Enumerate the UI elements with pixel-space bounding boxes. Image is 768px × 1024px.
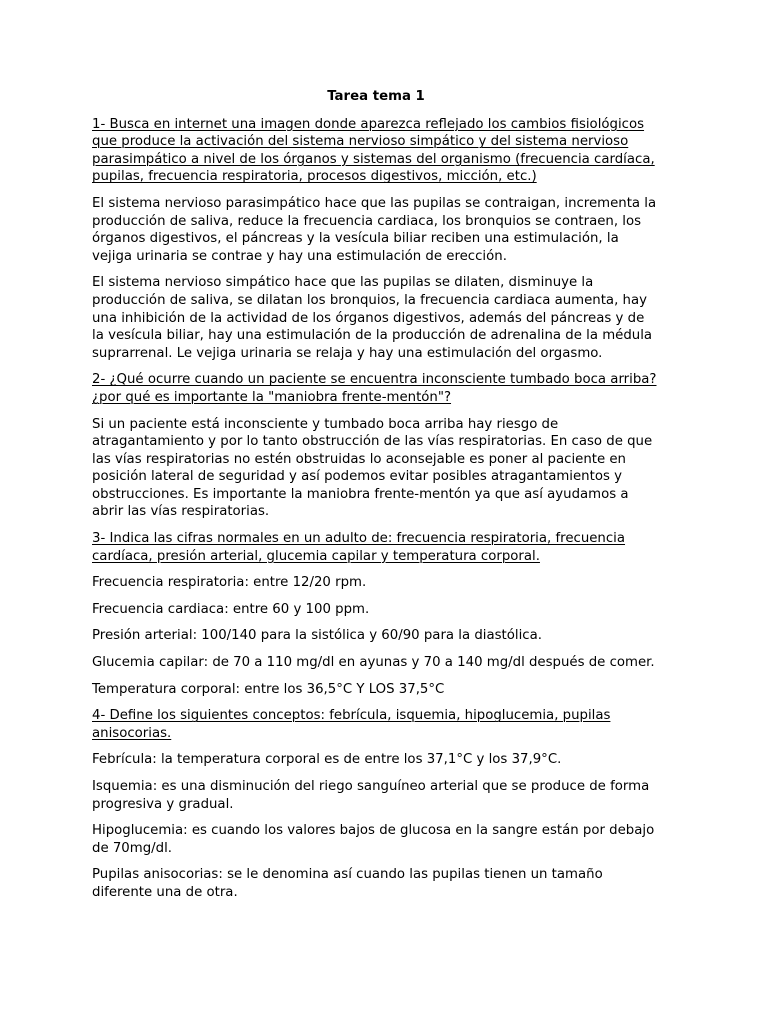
answer-3-respiratory-rate: Frecuencia respiratoria: entre 12/20 rpm. bbox=[92, 575, 367, 591]
answer-1-sympathetic: El sistema nervioso simpático hace que las pupilas se dilaten, disminuye la producción de saliva, se dilatan los bronquios, la frecuencia cardiaca aumenta, hay una inhibición de la actividad de los órganos digestivos, además del páncreas y de la vesícula biliar, hay una estimulación de la producción de adrenalina de la médula suprarrenal. Le vejiga urinaria se relaja y hay una estimulación del orgasmo. bbox=[92, 275, 653, 361]
answer-1-parasympathetic: El sistema nervioso parasimpático hace que las pupilas se contraigan, incrementa la producción de saliva, reduce la frecuencia cardiaca, los bronquios se contraen, los órganos digestivos, el páncreas y la vesícula biliar reciben una estimulación, la vejiga urinaria se contrae y hay una estimulación de erección. bbox=[92, 195, 657, 264]
answer-4-pupilas-anisocorias: Pupilas anisocorias: se le denomina así cuando las pupilas tienen un tamaño diferente una de otra. bbox=[92, 867, 603, 900]
answer-3-body-temperature: Temperatura corporal: entre los 36,5°C Y LOS 37,5°C bbox=[92, 681, 445, 697]
document-title: Tarea tema 1 bbox=[327, 89, 425, 104]
answer-4-hipoglucemia: Hipoglucemia: es cuando los valores bajos de glucosa en la sangre están por debajo de 70mg/dl. bbox=[92, 823, 655, 856]
answer-3-heart-rate: Frecuencia cardiaca: entre 60 y 100 ppm. bbox=[92, 601, 370, 617]
question-3: 3- Indica las cifras normales en un adulto de: frecuencia respiratoria, frecuencia cardíaca, presión arterial, glucemia capilar y temperatura corporal. bbox=[92, 531, 626, 564]
document-body bbox=[92, 88, 658, 911]
answer-2: Si un paciente está inconsciente y tumbado boca arriba hay riesgo de atragantamiento y por lo tanto obstrucción de las vías respiratorias. En caso de que las vías respiratorias no estén obstruidas lo aconsejable es poner al paciente en posición lateral de seguridad y así podemos evitar posibles atragantamientos y obstrucciones. Es importante la maniobra frente-mentón ya que así ayudamos a abrir las vías respiratorias. bbox=[92, 416, 653, 520]
question-4: 4- Define los siguientes conceptos: febrícula, isquemia, hipoglucemia, pupilas anisocorias. bbox=[92, 708, 611, 741]
answer-4-febricula: Febrícula: la temperatura corporal es de entre los 37,1°C y los 37,9°C. bbox=[92, 752, 562, 768]
answer-3-blood-pressure: Presión arterial: 100/140 para la sistólica y 60/90 para la diastólica. bbox=[92, 628, 542, 644]
question-2: 2- ¿Qué ocurre cuando un paciente se encuentra inconsciente tumbado boca arriba? ¿por qué es importante la "maniobra frente-mentón"? bbox=[92, 372, 657, 405]
answer-4-isquemia: Isquemia: es una disminución del riego sanguíneo arterial que se produce de forma progresiva y gradual. bbox=[92, 779, 650, 812]
answer-3-capillary-glucose: Glucemia capilar: de 70 a 110 mg/dl en ayunas y 70 a 140 mg/dl después de comer. bbox=[92, 655, 655, 671]
question-1: 1- Busca en internet una imagen donde aparezca reflejado los cambios fisiológicos que produce la activación del sistema nervioso simpático y del sistema nervioso parasimpático a nivel de los órganos y sistemas del organismo (frecuencia cardíaca, pupilas, frecuencia respiratoria, procesos digestivos, micción, etc.) bbox=[92, 116, 655, 185]
